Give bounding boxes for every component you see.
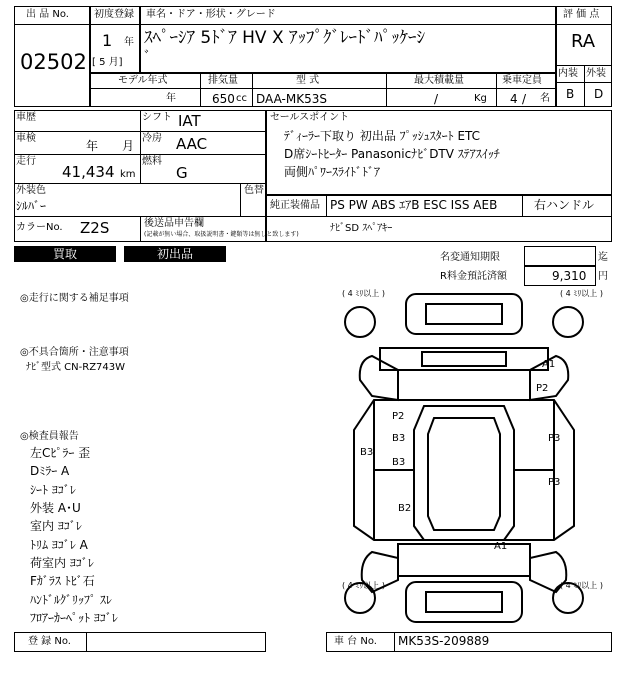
model-year-unit: 年 xyxy=(166,93,176,104)
max-load-sep: / xyxy=(434,92,439,106)
mileage-unit: km xyxy=(120,169,136,180)
inspector-line: 外装 A･U xyxy=(30,501,81,515)
color-no-label: カラーNo. xyxy=(16,222,63,233)
name-change-box xyxy=(524,246,596,266)
tire-rl-depth: ( 4 ﾐﾘ以上 ) xyxy=(342,581,385,590)
history-label: 車歴 xyxy=(16,112,36,123)
inspector-line: ﾄﾘﾑ ﾖｺﾞﾚ A xyxy=(30,538,88,552)
damage-mark: P2 xyxy=(392,411,405,422)
inspector-line: ﾊﾝﾄﾞﾙｸﾞﾘｯﾌﾟ ｽﾚ xyxy=(30,593,112,607)
capacity-label: 乗車定員 xyxy=(502,75,542,86)
lot-no: 02502 xyxy=(20,50,87,74)
exterior-label: 外装 xyxy=(586,68,606,79)
exterior-score: D xyxy=(594,87,604,101)
inspection-year-unit: 年 xyxy=(86,139,99,153)
inspector-line: ｼｰﾄ ﾖｺﾞﾚ xyxy=(30,483,76,497)
damage-mark: B3 xyxy=(360,447,374,458)
defects-label: ◎不具合箇所・注意事項 xyxy=(20,347,129,358)
inspector-label: ◎検査員報告 xyxy=(20,431,79,442)
car-name: ｽﾍﾟｰｼｱ 5ﾄﾞｱ HV X ｱｯﾌﾟｸﾞﾚｰﾄﾞﾊﾟｯｹｰｼ xyxy=(144,28,425,48)
damage-mark: P3 xyxy=(548,477,561,488)
color-swap-label: 色替 xyxy=(244,185,264,196)
tire-fl-depth: ( 4 ﾐﾘ以上 ) xyxy=(342,289,385,298)
shift: IAT xyxy=(178,112,201,130)
chassis-no: MK53S-209889 xyxy=(398,634,490,648)
equipment-label: 純正装備品 xyxy=(270,200,320,211)
ac: AAC xyxy=(176,135,208,153)
aftermarket-label: 後送品申告欄 xyxy=(144,218,204,229)
displacement-unit: cc xyxy=(236,93,247,104)
damage-mark: B3 xyxy=(392,457,406,468)
damage-mark: A1 xyxy=(542,359,556,370)
capacity-sep: / xyxy=(522,92,527,106)
model-year-label: モデル年式 xyxy=(118,75,168,86)
chassis-label: 車 台 No. xyxy=(334,636,377,647)
inspection-label: 車検 xyxy=(16,133,36,144)
model-label: 型 式 xyxy=(296,75,320,86)
navi: ﾅﾋﾞSD ｽﾍﾟｱｷｰ xyxy=(330,223,393,234)
capacity: 4 xyxy=(510,92,518,106)
fuel-label: 燃料 xyxy=(142,156,162,167)
interior-score: B xyxy=(566,87,575,101)
roof-panel xyxy=(426,304,502,324)
inspection-month-unit: 月 xyxy=(122,139,135,153)
grille xyxy=(422,352,506,366)
inspector-line: Fｶﾞﾗｽ ﾄﾋﾞ石 xyxy=(30,574,95,588)
mileage-label: 走行 xyxy=(16,156,36,167)
inspector-line: 室内 ﾖｺﾞﾚ xyxy=(30,519,82,533)
mileage: 41,434 xyxy=(62,163,115,181)
recycle-label: R料金預託済額 xyxy=(440,271,507,282)
inspector-line: ﾌﾛｱｰｶｰﾍﾟｯﾄ ﾖｺﾞﾚ xyxy=(30,611,118,625)
car-name-cont: ﾞ xyxy=(144,48,152,66)
equipment: PS PW ABS ｴｱB ESC ISS AEB xyxy=(330,198,498,212)
color-label: 外装色 xyxy=(16,185,46,196)
rear-outline xyxy=(406,582,522,622)
inspector-line: 荷室内 ﾖｺﾞﾚ xyxy=(30,556,94,570)
max-load-unit: Kg xyxy=(474,93,487,104)
car-diagram xyxy=(338,290,614,628)
ac-label: 冷房 xyxy=(142,133,162,144)
damage-mark: P2 xyxy=(536,383,549,394)
displacement-label: 排気量 xyxy=(208,75,238,86)
sales-line-2: D席ｼｰﾄﾋｰﾀｰ PanasonicﾅﾋﾞDTV ｽﾃｱｽｲｯﾁ xyxy=(284,147,500,161)
sales-line-1: ﾃﾞｨｰﾗｰ下取り 初出品 ﾌﾟｯｼｭｽﾀｰﾄ ETC xyxy=(284,129,481,143)
damage-mark: B2 xyxy=(398,503,412,514)
first-reg-month: [ 5 月] xyxy=(92,57,123,68)
registration-label: 登 録 No. xyxy=(28,636,71,647)
aftermarket-note: (記載が無い場合、取扱説明書・鍵類等は無しと致します) xyxy=(144,231,299,238)
driving-label: ◎走行に関する補足事項 xyxy=(20,293,129,304)
first-reg-label: 初度登録 xyxy=(94,9,134,20)
lot-no-label: 出 品 No. xyxy=(26,9,69,20)
rear-panel xyxy=(426,592,502,612)
tire-rr-depth: ( 4 ﾐﾘ以上 ) xyxy=(560,581,603,590)
rear-view xyxy=(398,541,530,576)
name-change-unit: 迄 xyxy=(598,252,608,263)
damage-mark: A1 xyxy=(494,541,508,552)
color-no: Z2S xyxy=(80,219,110,237)
damage-mark: P3 xyxy=(548,433,561,444)
car-name-label: 車名・ドア・形状・グレード xyxy=(146,9,276,20)
inspector-line: Dﾐﾗｰ A xyxy=(30,464,70,478)
fuel: G xyxy=(176,164,188,182)
left-front-fender xyxy=(360,356,398,400)
max-load-label: 最大積載量 xyxy=(414,75,464,86)
roof-outline xyxy=(406,294,522,334)
sales-line-3: 両側ﾊﾟﾜｰｽﾗｲﾄﾞﾄﾞｱ xyxy=(284,165,381,179)
displacement: 650 xyxy=(212,92,235,106)
first-listing-badge: 初出品 xyxy=(124,246,226,262)
interior-label: 内装 xyxy=(558,68,578,79)
tire-fr-depth: ( 4 ﾐﾘ以上 ) xyxy=(560,289,603,298)
defects-line-1: ﾅﾋﾞ型式 CN-RZ743W xyxy=(26,362,126,373)
rating-label: 評 価 点 xyxy=(563,9,600,20)
name-change-label: 名変通知期限 xyxy=(440,252,500,263)
capacity-unit: 名 xyxy=(540,93,550,104)
tire-icon xyxy=(553,307,583,337)
first-reg-year-unit: 年 xyxy=(124,37,134,48)
recycle-unit: 円 xyxy=(598,271,608,282)
shift-label: シフト xyxy=(142,112,172,123)
handle: 右ハンドル xyxy=(534,198,595,212)
color: ｼﾙﾊﾞｰ xyxy=(16,199,47,213)
inspector-line: 左Cﾋﾟﾗｰ 歪 xyxy=(30,446,91,460)
recycle-amount: 9,310 xyxy=(552,269,587,283)
model: DAA-MK53S xyxy=(256,92,327,106)
first-reg-year: 1 xyxy=(102,31,113,50)
rating-score: RA xyxy=(571,31,596,52)
damage-mark: B3 xyxy=(392,433,406,444)
buyout-badge: 買取 xyxy=(14,246,116,262)
sales-points-label: セールスポイント xyxy=(270,112,350,123)
roof-plan xyxy=(428,418,500,530)
tire-icon xyxy=(345,307,375,337)
